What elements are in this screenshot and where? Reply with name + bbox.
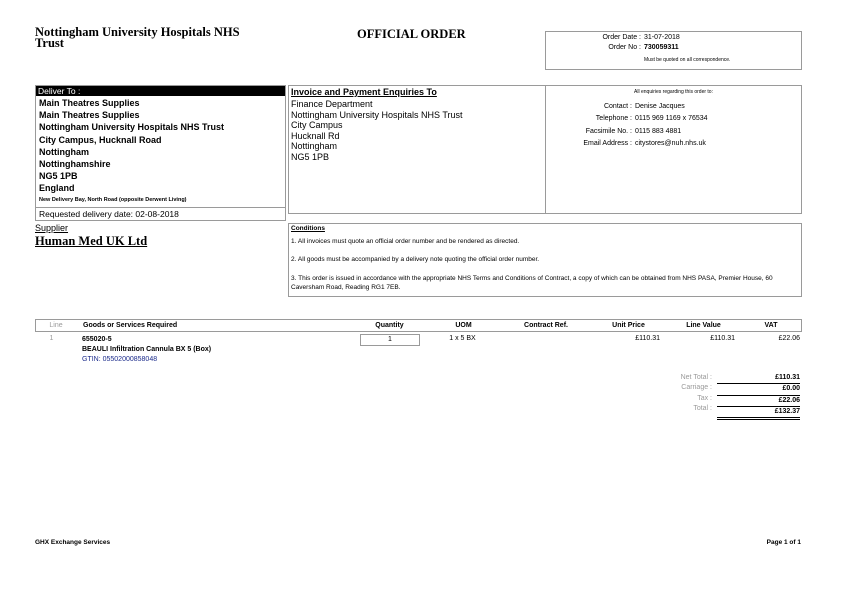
row-line-number: 1 bbox=[49, 335, 54, 342]
quote-note: Must be quoted on all correspondence. bbox=[644, 57, 731, 63]
row-uom: 1 x 5 BX bbox=[449, 335, 476, 342]
requested-delivery-date: Requested delivery date: 02-08-2018 bbox=[39, 209, 179, 219]
row-vat: £22.06 bbox=[778, 335, 800, 342]
supplier-name: Human Med UK Ltd bbox=[35, 234, 148, 248]
tax: £22.06 bbox=[717, 396, 800, 407]
conditions-box bbox=[288, 223, 802, 297]
condition-3: 3. This order is issued in accordance with the appropriate NHS Terms and Conditions of Contract, a copy of which can be obtained from NHS PASA, Premier House, 60 Caversham Road, Reading RG1 7EB. bbox=[291, 275, 773, 291]
footer-left: GHX Exchange Services bbox=[35, 539, 111, 546]
order-number: 730059311 bbox=[644, 44, 679, 51]
page-number: Page 1 of 1 bbox=[766, 539, 801, 546]
deliver-address: Main Theatres Supplies Main Theatres Supplies Nottingham University Hospitals NHS Trust City Campus, Hucknall Road Nottingham Nottinghamshire NG5 1PB England bbox=[39, 98, 225, 194]
condition-2: 2. All goods must be accompanied by a delivery note quoting the official order number. bbox=[291, 256, 540, 263]
condition-1: 1. All invoices must quote an official order number and be rendered as directed. bbox=[291, 238, 520, 245]
invoice-address: Finance Department Nottingham University Hospitals NHS Trust City Campus Hucknall Rd Nottingham NG5 1PB bbox=[291, 99, 463, 162]
enquiries-note: All enquiries regarding this order to: bbox=[634, 89, 713, 95]
quantity-field[interactable]: 1 bbox=[360, 334, 420, 346]
document-title: OFFICIAL ORDER bbox=[357, 27, 466, 41]
items-table-header: Line Goods or Services Required Quantity UOM Contract Ref. Unit Price Line Value VAT bbox=[35, 319, 802, 332]
net-total: £110.31 bbox=[717, 373, 800, 384]
telephone: 0115 969 1169 x 76534 bbox=[635, 115, 708, 123]
order-info-box: Order Date : 31-07-2018 Order No : 730059311 Must be quoted on all correspondence. bbox=[545, 31, 802, 70]
totals-labels: Net Total : Carriage : Tax : Total : bbox=[680, 374, 712, 412]
fax: 0115 883 4881 bbox=[635, 127, 682, 135]
contact-name: Denise Jacques bbox=[635, 103, 685, 110]
row-description: 655020-5 BEAULI Infiltration Cannula BX 5 (Box) GTIN: 05502000858048 bbox=[82, 336, 212, 363]
invoice-title: Invoice and Payment Enquiries To bbox=[291, 87, 437, 97]
row-line-value: £110.31 bbox=[710, 335, 735, 342]
invoice-box bbox=[288, 85, 546, 214]
deliver-to-title: Deliver To : bbox=[36, 86, 285, 96]
supplier-label: Supplier bbox=[35, 223, 69, 233]
delivery-note: New Delivery Bay, North Road (opposite Derwent Living) bbox=[39, 197, 187, 203]
table-row bbox=[35, 332, 802, 369]
contact-box: All enquiries regarding this order to: Contact : Telephone : Facsimile No. : Email Address : Denise Jacques 0115 969 1169 x 76534 0115 883 4881 citystores@nuh.nhs.uk bbox=[545, 85, 802, 214]
order-date: 31-07-2018 bbox=[644, 34, 680, 41]
conditions-title: Conditions bbox=[291, 225, 325, 232]
totals-values bbox=[717, 373, 800, 420]
row-unit-price: £110.31 bbox=[635, 335, 660, 342]
carriage: £0.00 bbox=[717, 384, 800, 395]
email: citystores@nuh.nhs.uk bbox=[635, 139, 706, 147]
organisation-name: Nottingham University Hospitals NHS Trust bbox=[35, 25, 240, 50]
deliver-to-box bbox=[35, 85, 286, 221]
grand-total: £132.37 bbox=[717, 407, 800, 420]
